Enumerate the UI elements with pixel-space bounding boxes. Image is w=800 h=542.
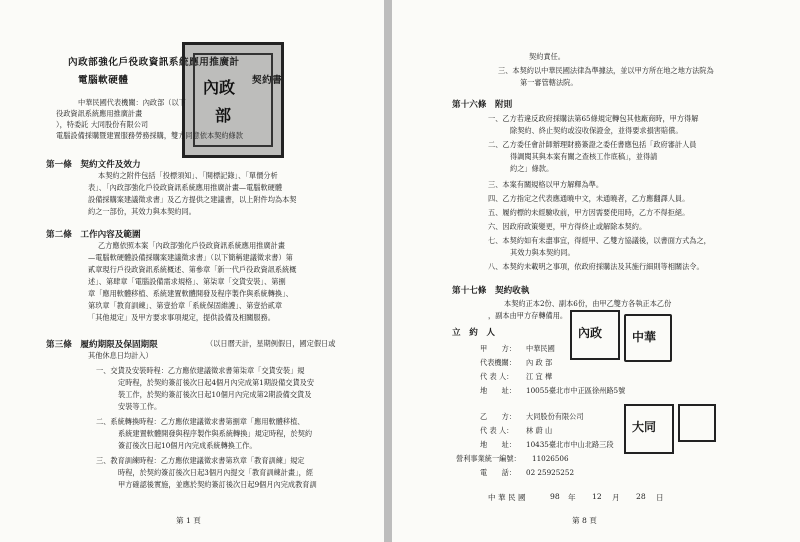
section-1-heading: 第一條 契約文件及效力 bbox=[46, 160, 141, 170]
section-2-line: 述」、第肆章「電腦設備需求規格」、第柒章「交貨安裝」、第捌 bbox=[88, 277, 286, 286]
section-16-line: 一、乙方若違反政府採購法第65條規定轉包其他廠商時，甲方得解 bbox=[488, 114, 699, 123]
carryover-line: 第一審管轄法院。 bbox=[520, 78, 578, 87]
date-year: 98 bbox=[550, 492, 560, 501]
page-number: 第 1 頁 bbox=[176, 516, 201, 525]
date-day: 28 bbox=[636, 492, 646, 501]
party-b-phone: 02 25925252 bbox=[526, 468, 575, 477]
party-a-rep-seal bbox=[624, 314, 672, 362]
date-era: 中 華 民 國 bbox=[488, 493, 526, 502]
party-b-rep: 林 蔚 山 bbox=[526, 426, 553, 435]
section-16-line: 七、本契約如有未盡事宜，得經甲、乙雙方協議後，以書面方式為之， bbox=[488, 236, 711, 245]
section-16-line: 四、乙方指定之代表應通曉中文，未通曉者，乙方應翻譯人員。 bbox=[488, 194, 690, 203]
section-2-line: —電腦軟硬體設備採購案建議徵求書」（以下簡稱建議徵求書）第 bbox=[88, 253, 293, 262]
date-year-unit: 年 bbox=[568, 493, 576, 502]
section-2-line: 「其他規定」及甲方要求事項規定，提供設備及相關服務。 bbox=[88, 313, 275, 322]
page-number: 第 8 頁 bbox=[572, 516, 597, 525]
section-16-line: 五、履約標的未經驗收前，甲方因需要使用時，乙方不得拒絕。 bbox=[488, 208, 690, 217]
intro-line: ），特委託 大同股份有限公司 bbox=[56, 120, 149, 129]
section-3-item-line: 二、系統轉換時程：乙方應依建議徵求書第捌章「應用軟體移植、 bbox=[96, 417, 305, 426]
section-3-item-line: 定時程，於契約簽訂後次日起4個月內完成第1期設備交貨及安 bbox=[118, 378, 315, 387]
section-16-line: 六、因政府政策變更，甲方得終止或解除本契約。 bbox=[488, 222, 647, 231]
party-b-rep-label: 代 表 人： bbox=[480, 426, 514, 435]
section-3-item-line: 系統建置軟體開發與程序製作與系統轉換」規定時程，於契約 bbox=[118, 429, 313, 438]
section-1-line: 約之一部份，其效力與本契約同。 bbox=[88, 207, 196, 216]
signatories-heading: 立 約 人 bbox=[452, 328, 495, 338]
intro-line: 役政資訊系統應用推廣計畫 bbox=[56, 109, 143, 118]
section-3-item-line: 裝工作，於契約簽訂後次日起10個月內完成第2期設備交貨及 bbox=[118, 390, 312, 399]
intro-line: 電腦設備採購暨建置服務勞務採購，雙方同意依本契約條款 bbox=[56, 131, 243, 140]
contract-title-line-2: 電腦軟硬體 bbox=[78, 75, 129, 86]
section-16-line: 其效力與本契約同。 bbox=[510, 248, 575, 257]
carryover-line: 三、本契約以中華民國法律為準據法，並以甲方所在地之地方法院為 bbox=[498, 66, 714, 75]
section-16-heading: 第十六條 附則 bbox=[452, 100, 513, 110]
party-b-address: 10435臺北市中山北路三段 bbox=[526, 440, 614, 449]
party-b-rep-seal bbox=[678, 404, 716, 442]
section-16-line: 八、本契約未載明之事項，依政府採購法及其施行細則等相關法令。 bbox=[488, 262, 704, 271]
contract-title-line-1: 內政部強化戶役政資訊系統應用推廣計 bbox=[68, 57, 240, 68]
date-day-unit: 日 bbox=[656, 493, 664, 502]
party-a-address: 10055臺北市中正區徐州路5號 bbox=[526, 386, 626, 395]
section-1-line: 設備採購案建議徵求書」及乙方提供之建議書，以上附件均為本契 bbox=[88, 195, 297, 204]
seal-text: 內政 bbox=[203, 78, 236, 97]
section-16-line: 二、乙方委任會計師辦理財務簽證之委任書應包括「政府審計人員 bbox=[488, 140, 697, 149]
section-3-note: （以日曆天計，星期例假日，國定假日或 bbox=[206, 339, 336, 348]
party-a-rep: 江 宜 樺 bbox=[526, 372, 553, 381]
party-b-label: 乙 方： bbox=[480, 412, 516, 421]
seal-text: 內政 bbox=[578, 326, 603, 340]
party-b-registration-label: 營利事業統一編號： bbox=[456, 454, 521, 463]
seal-text: 大同 bbox=[632, 420, 657, 434]
contract-page-8 bbox=[392, 0, 800, 542]
party-b-value: 大同股份有限公司 bbox=[526, 412, 584, 421]
section-1-line: 本契約之附件包括「投標須知」、「開標記錄」、「單價分析 bbox=[98, 171, 278, 180]
section-2-line: 章「應用軟體移植、系統建置軟體開發及程序製作與系統轉換」、 bbox=[88, 289, 293, 298]
seal-text: 部 bbox=[215, 106, 232, 125]
section-16-line: 三、本案有關規格以甲方解釋為準。 bbox=[488, 180, 604, 189]
section-17-heading: 第十七條 契約收執 bbox=[452, 286, 530, 296]
contract-page-1 bbox=[0, 0, 384, 542]
section-3-item-line: 簽訂後次日起10個月內完成系統轉換工作。 bbox=[118, 441, 257, 450]
section-3-heading: 第三條 履約期限及保固期限 bbox=[46, 340, 158, 350]
section-2-line: 貳章現行戶役政資訊系統概述、第參章「新一代戶役政資訊系統概 bbox=[88, 265, 297, 274]
party-b-company-seal bbox=[624, 404, 674, 454]
section-3-item-line: 一、交貨及安裝時程：乙方應依建議徵求書第柒章「交貨安裝」規 bbox=[96, 366, 305, 375]
section-16-line: 得調閱其與本案有關之查核工作底稿」，並得請 bbox=[510, 152, 658, 161]
date-month-unit: 月 bbox=[612, 493, 620, 502]
section-2-line: 乙方應依照本案「內政部強化戶役政資訊系統應用推廣計畫 bbox=[98, 241, 285, 250]
party-b-phone-label: 電 話： bbox=[480, 468, 516, 477]
section-2-line: 第玖章「教育訓練」、第壹拾章「系統保固維護」、第壹拾貳章 bbox=[88, 301, 283, 310]
party-a-agency: 內 政 部 bbox=[526, 358, 553, 367]
intro-line: 中華民國代表機關：內政部（以下 bbox=[78, 98, 186, 107]
party-a-seal bbox=[570, 310, 620, 360]
section-17-line: ，副本由甲方存轉備用。 bbox=[488, 311, 568, 320]
page-gutter bbox=[384, 0, 392, 542]
party-b-address-label: 地 址： bbox=[480, 440, 516, 449]
section-17-line: 本契約正本2份、副本6份，由甲乙雙方各執正本乙份 bbox=[504, 299, 672, 308]
section-3-item-line: 甲方確認後實施，並應於契約簽訂後次日起9個月內完成教育訓 bbox=[118, 480, 317, 489]
date-month: 12 bbox=[592, 492, 602, 501]
carryover-line: 契約責任。 bbox=[529, 52, 565, 61]
section-3-item-line: 時程，於契約簽訂後次日起3個月內提交「教育訓練計畫」，經 bbox=[118, 468, 314, 477]
party-a-agency-label: 代表機關： bbox=[480, 358, 516, 367]
contract-title-line-2-end: 契約書 bbox=[252, 75, 283, 86]
party-a-rep-label: 代 表 人： bbox=[480, 372, 514, 381]
party-b-registration: 11026506 bbox=[532, 454, 569, 463]
party-a-label: 甲 方： bbox=[480, 344, 516, 353]
section-3-item-line: 三、教育訓練時程：乙方應依建議徵求書第玖章「教育訓練」規定 bbox=[96, 456, 305, 465]
seal-text: 中華 bbox=[632, 330, 657, 344]
section-16-line: 約之」條款。 bbox=[510, 164, 554, 173]
section-1-line: 表」、「內政部強化戶役政資訊系統應用推廣計畫—電腦軟硬體 bbox=[88, 183, 283, 192]
section-3-note: 其他休息日均計入） bbox=[88, 351, 153, 360]
section-3-item-line: 安裝等工作。 bbox=[118, 402, 162, 411]
party-a-address-label: 地 址： bbox=[480, 386, 516, 395]
section-16-line: 除契約、終止契約或沒收保證金，並得要求損害賠償。 bbox=[510, 126, 683, 135]
section-2-heading: 第二條 工作內容及範圍 bbox=[46, 230, 141, 240]
party-a-value: 中華民國 bbox=[526, 344, 555, 353]
